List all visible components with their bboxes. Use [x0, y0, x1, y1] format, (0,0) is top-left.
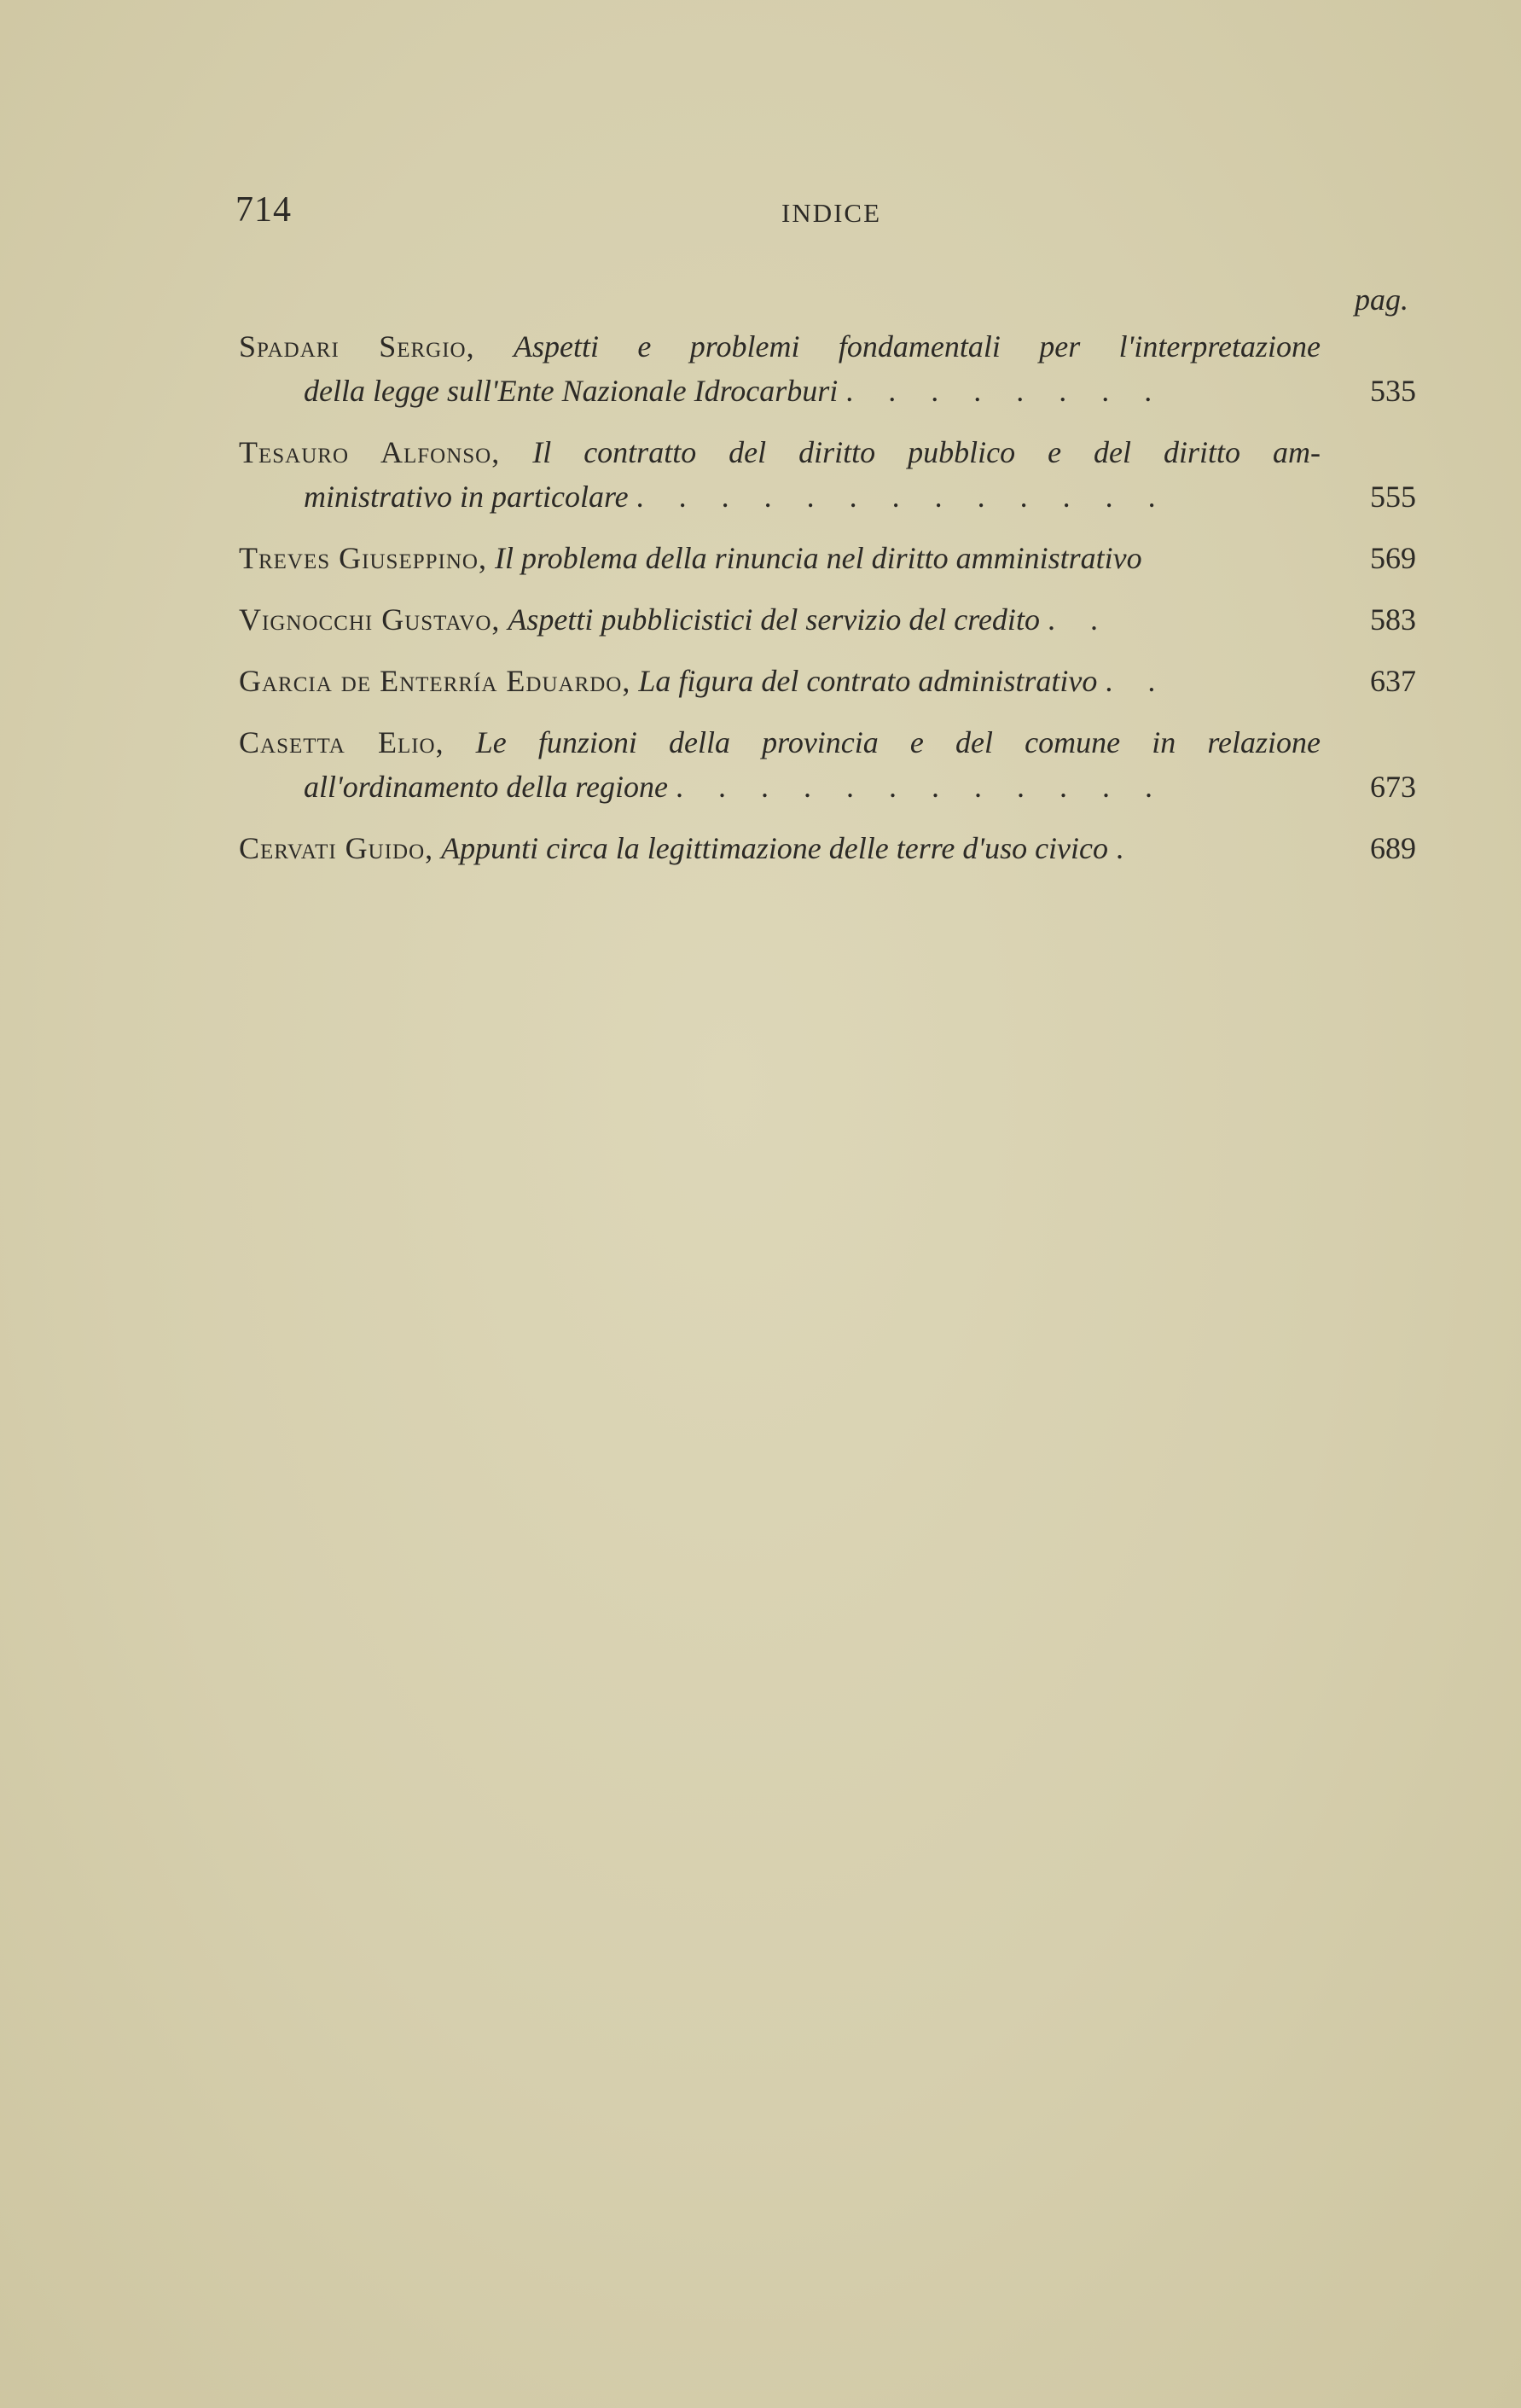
page-header	[235, 189, 1413, 232]
toc-entry-line	[239, 430, 1321, 474]
toc-page-number: 583	[1370, 602, 1416, 637]
toc-title: Aspetti e problemi fondamentali per l'interpretazione	[514, 329, 1321, 364]
page-number: 714	[235, 190, 292, 230]
toc-author: Vignocchi Gustavo,	[239, 602, 501, 637]
toc-entry-garcia-de-enterria	[239, 659, 1416, 703]
running-title: INDICE	[781, 198, 882, 228]
dot-leader: . . . . . . . .	[845, 374, 1166, 408]
toc-page-number: 555	[1370, 480, 1416, 514]
toc-title: Il problema della rinuncia nel diritto amministrativo	[494, 541, 1142, 575]
toc-entry-treves	[239, 536, 1416, 580]
toc-title: La figura del contrato administrativo	[638, 664, 1098, 698]
toc-entry-line	[239, 536, 1416, 580]
toc-author: Tesauro Alfonso,	[239, 435, 501, 469]
toc-title: Il contratto del diritto pubblico e del diritto am-	[532, 435, 1321, 469]
toc-entry-line	[239, 324, 1321, 369]
toc-title-continued: all'ordinamento della regione	[304, 770, 668, 804]
dot-leader: . .	[1105, 664, 1170, 698]
toc-title: Le funzioni della provincia e del comune in relazione	[475, 725, 1321, 759]
toc-entry-spadari	[239, 324, 1416, 413]
toc-page-number: 673	[1370, 770, 1416, 804]
table-of-contents	[239, 324, 1416, 887]
dot-leader: . . . . . . . . . . . .	[675, 770, 1166, 804]
toc-entry-tesauro	[239, 430, 1416, 519]
toc-author: Garcia de Enterría Eduardo,	[239, 664, 631, 698]
toc-page-number: 689	[1370, 831, 1416, 865]
toc-entry-line	[239, 474, 1416, 519]
dot-leader: . . . . . . . . . . . . .	[636, 480, 1170, 514]
toc-entry-cervati	[239, 826, 1416, 870]
toc-entry-line	[239, 369, 1416, 413]
dot-leader: .	[1116, 831, 1138, 865]
toc-page-number: 637	[1370, 664, 1416, 698]
toc-title-continued: ministrativo in particolare	[304, 480, 629, 514]
toc-page-number: 569	[1370, 541, 1416, 575]
toc-entry-line	[239, 765, 1416, 809]
toc-entry-vignocchi	[239, 597, 1416, 642]
toc-title-continued: della legge sull'Ente Nazionale Idrocarburi	[304, 374, 839, 408]
toc-page-number: 535	[1370, 374, 1416, 408]
toc-author: Casetta Elio,	[239, 725, 444, 759]
toc-entry-line	[239, 597, 1416, 642]
toc-entry-casetta	[239, 720, 1416, 809]
dot-leader: . .	[1047, 602, 1112, 637]
toc-author: Treves Giuseppino,	[239, 541, 487, 575]
toc-entry-line	[239, 720, 1321, 765]
toc-entry-line	[239, 659, 1416, 703]
toc-entry-line	[239, 826, 1416, 870]
toc-title: Appunti circa la legittimazione delle terre d'uso civico	[441, 831, 1109, 865]
toc-title: Aspetti pubblicistici del servizio del credito	[508, 602, 1040, 637]
toc-author: Spadari Sergio,	[239, 329, 475, 364]
toc-author: Cervati Guido,	[239, 831, 434, 865]
pag-column-label: pag.	[1355, 282, 1408, 317]
